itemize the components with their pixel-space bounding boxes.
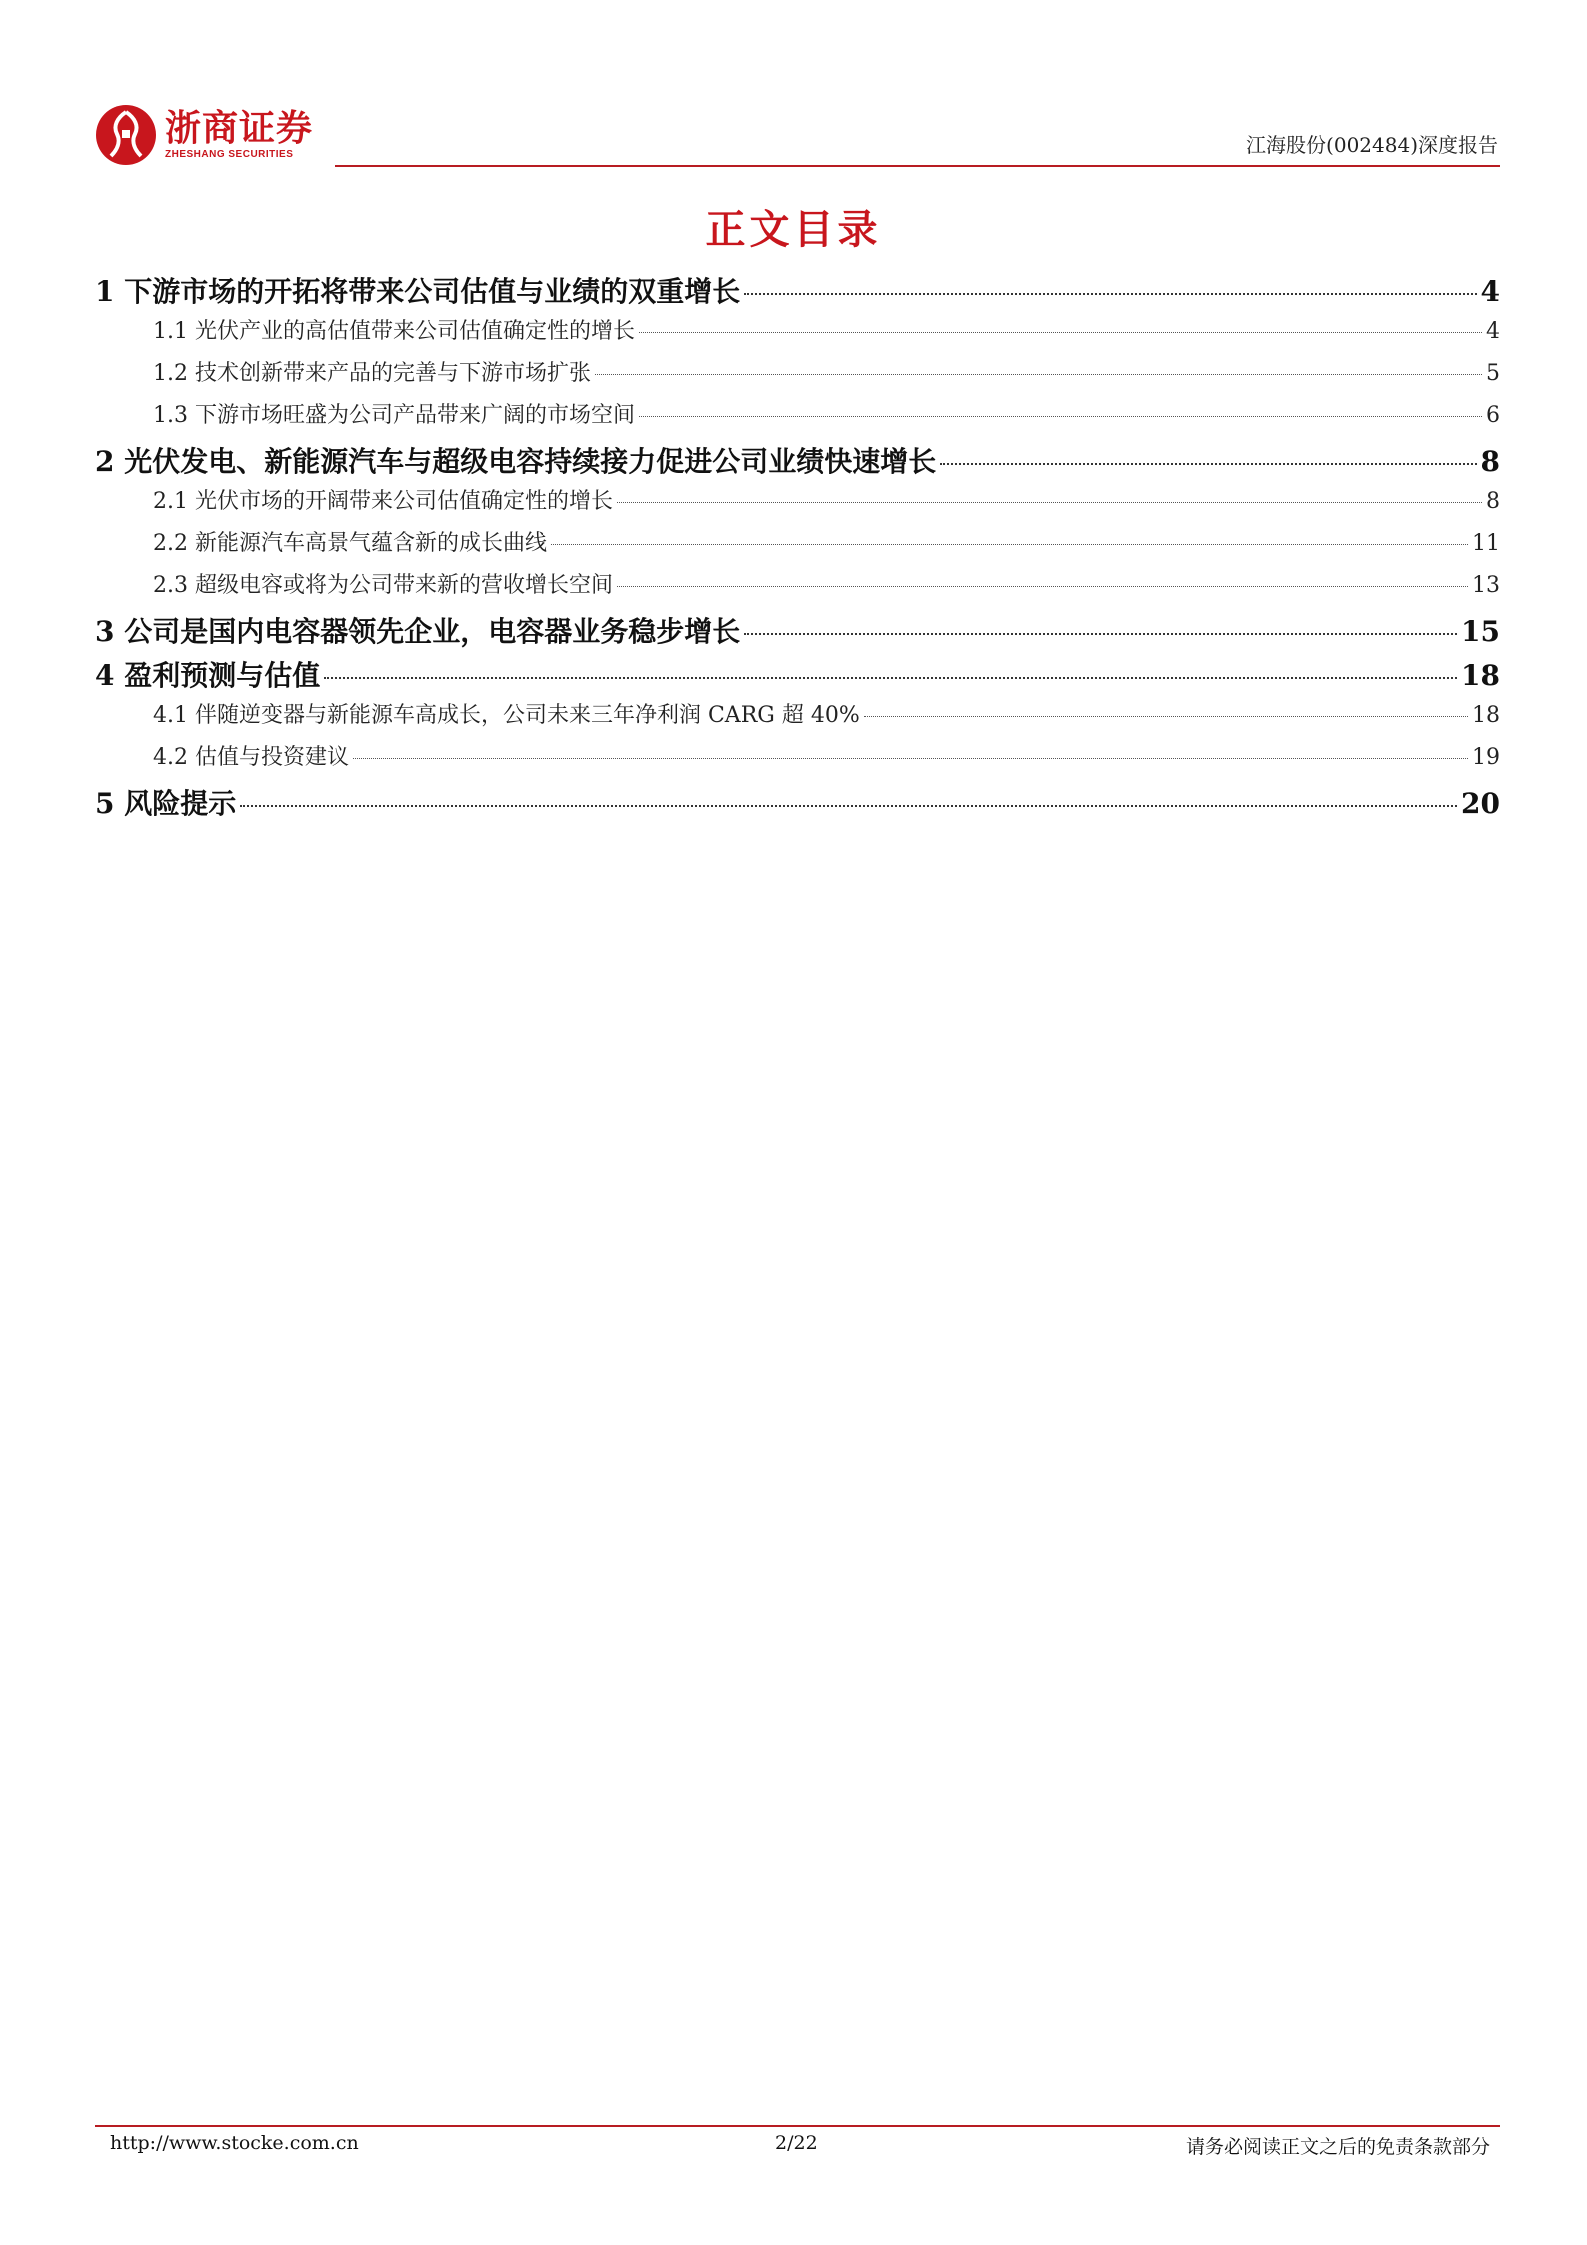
toc-entry[interactable]: [95, 526, 1500, 568]
toc-entry-title: 5 风险提示: [95, 787, 237, 820]
toc-entry[interactable]: [95, 610, 1500, 654]
toc-leader-dots: [864, 716, 1468, 717]
toc-entry-page: 6: [1486, 403, 1500, 428]
toc-entry-title: 2 光伏发电、新能源汽车与超级电容持续接力促进公司业绩快速增长: [95, 445, 937, 478]
toc-leader-dots: [617, 586, 1468, 587]
toc-entry-page: 13: [1472, 573, 1500, 598]
toc-entry-page: 19: [1472, 745, 1500, 770]
toc-entry[interactable]: [95, 440, 1500, 484]
toc-entry-title: 1.2 技术创新带来产品的完善与下游市场扩张: [153, 361, 591, 386]
toc-entry-title: 2.1 光伏市场的开阔带来公司估值确定性的增长: [153, 489, 613, 514]
toc-leader-dots: [595, 374, 1482, 375]
toc-leader-dots: [240, 805, 1457, 807]
toc-entry-page: 4: [1486, 319, 1500, 344]
toc-entry-page: 15: [1461, 615, 1500, 648]
toc-entry[interactable]: [95, 398, 1500, 440]
toc-entry-title: 4 盈利预测与估值: [95, 659, 321, 692]
toc-entry[interactable]: [95, 270, 1500, 314]
toc-leader-dots: [744, 633, 1457, 635]
toc-leader-dots: [551, 544, 1468, 545]
toc-entry-page: 8: [1486, 489, 1500, 514]
toc-leader-dots: [744, 293, 1476, 295]
toc-leader-dots: [940, 463, 1476, 465]
toc-entry-title: 1 下游市场的开拓将带来公司估值与业绩的双重增长: [95, 275, 741, 308]
toc-entry-title: 2.3 超级电容或将为公司带来新的营收增长空间: [153, 573, 613, 598]
toc-leader-dots: [353, 758, 1468, 759]
toc-entry[interactable]: [95, 356, 1500, 398]
disclaimer-note: 请务必阅读正文之后的免责条款部分: [1185, 2136, 1490, 2158]
footer-url-link[interactable]: http://www.stocke.com.cn: [110, 2132, 359, 2154]
toc-entry-title: 3 公司是国内电容器领先企业，电容器业务稳步增长: [95, 615, 741, 648]
report-title: 江海股份(002484)深度报告: [1246, 133, 1498, 157]
brand-logo: [95, 103, 313, 167]
brand-name-en: ZHESHANG SECURITIES: [165, 149, 294, 160]
toc-entry-title: 1.1 光伏产业的高估值带来公司估值确定性的增长: [153, 319, 635, 344]
toc-entry[interactable]: [95, 654, 1500, 698]
footer-divider: [95, 2125, 1500, 2127]
toc-entry-page: 20: [1461, 787, 1500, 820]
toc-entry-page: 5: [1486, 361, 1500, 386]
table-of-contents: [95, 270, 1500, 826]
toc-entry[interactable]: [95, 314, 1500, 356]
toc-entry-title: 2.2 新能源汽车高景气蕴含新的成长曲线: [153, 531, 547, 556]
zheshang-logo-icon: [95, 104, 157, 166]
toc-leader-dots: [617, 502, 1482, 503]
toc-entry[interactable]: [95, 698, 1500, 740]
page-header: [95, 95, 1500, 170]
toc-entry-title: 4.2 估值与投资建议: [153, 745, 349, 770]
page-footer: [110, 2132, 1490, 2162]
toc-entry-page: 8: [1480, 445, 1500, 478]
toc-entry[interactable]: [95, 782, 1500, 826]
brand-name-cn: 浙商证券: [165, 108, 314, 149]
toc-entry[interactable]: [95, 740, 1500, 782]
toc-entry-page: 11: [1472, 531, 1500, 556]
toc-entry-page: 4: [1480, 275, 1500, 308]
toc-entry-title: 4.1 伴随逆变器与新能源车高成长，公司未来三年净利润 CARG 超 40%: [153, 703, 860, 728]
toc-entry-page: 18: [1472, 703, 1500, 728]
toc-leader-dots: [639, 332, 1482, 333]
toc-entry[interactable]: [95, 484, 1500, 526]
toc-entry-title: 1.3 下游市场旺盛为公司产品带来广阔的市场空间: [153, 403, 635, 428]
toc-entry-page: 18: [1461, 659, 1500, 692]
toc-leader-dots: [639, 416, 1482, 417]
toc-leader-dots: [324, 677, 1457, 679]
toc-heading: 正文目录: [705, 207, 882, 253]
header-divider: [335, 165, 1500, 167]
page-number: 2/22: [775, 2132, 818, 2154]
toc-entry[interactable]: [95, 568, 1500, 610]
